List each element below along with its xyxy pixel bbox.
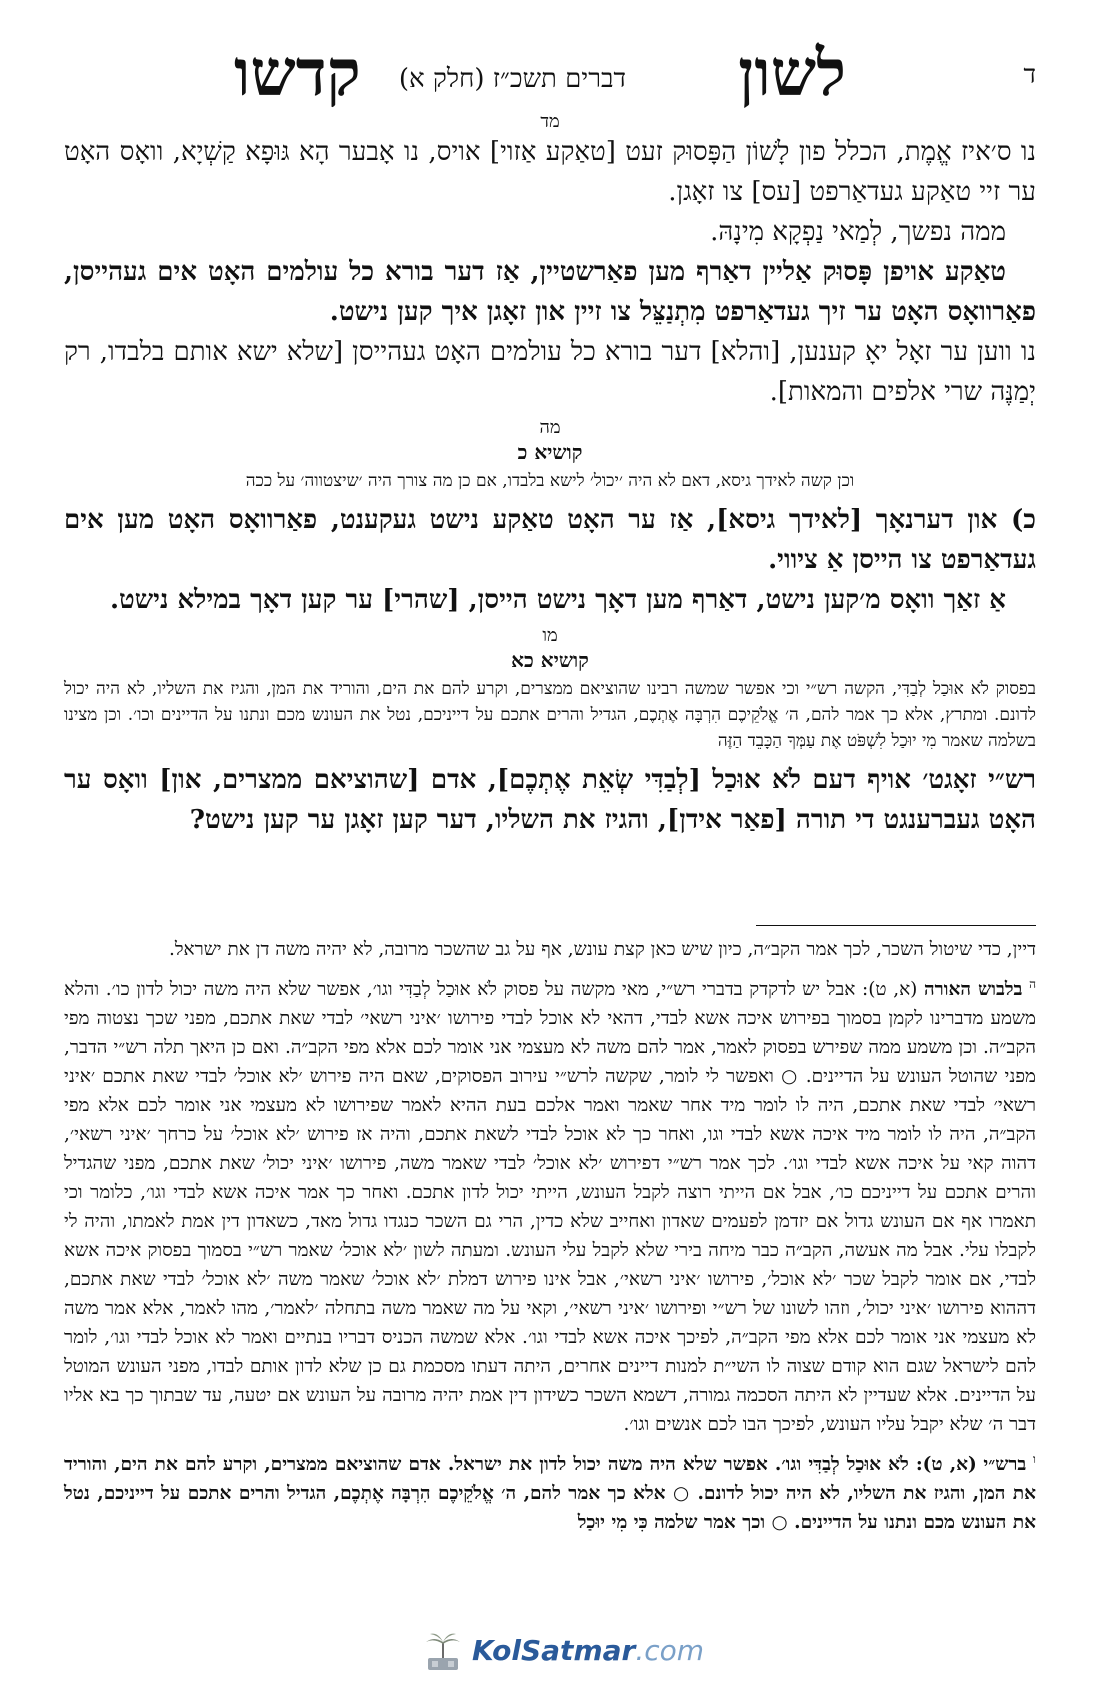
page (64, 0, 1036, 1700)
paragraph: נו ס׳איז אֱמֶת, הכלל פון לָשׁוֹן הַפָּסוּק זעט [טאַקע אַזוי] אויס, נו אָבער הָא גּוּפָא קַשְׁיָא, וואָס האָט ער זיי טאַקע געדאַרפט [עס] צו זאָגן. (64, 137, 1036, 207)
main-text (64, 112, 1036, 840)
palm-tree-icon (420, 1628, 466, 1674)
header-title-word-2: קדשו (234, 36, 361, 111)
footnote-text: (א, ט): לֹא אוּכַל לְבַדִּי וגו׳. אפשר שלא היה משה יכול לדון את ישראל. אדם שהוציאם ממצרים, וקרע להם את הים, והוריד את המן, והגיז את השליו, לא היה יכול לדונם. ○ אלא כך אמר להם, ה׳ אֱלֹקֵיכֶם הִרְבָּה אֶתְכֶם, הגדיל והרים אתכם על דייניכם, נטל את העונש מכם ונתנו על הדיינים. ○ וכך אמר שלמה כִּי מִי יוּכַל (64, 1454, 1036, 1534)
footnote-source: בלבוש האורה (924, 979, 1023, 1001)
watermark-text (472, 1634, 704, 1667)
footnote (64, 1445, 1036, 1537)
paragraph: רש״י זאָגט׳ אויף דעם לֹא אוּכַל [לְבַדִּי שְׂאֵת אֶתְכֶם], אדם [שהוציאם ממצרים, און] וואָס ער האָט געברענגט די תורה [פאַר אידן], והגיז את השליו, דער קען זאָגן ער קען נישט? (64, 765, 1036, 835)
footnote-source: ברש״י (983, 1454, 1027, 1476)
watermark-suffix: .com (635, 1634, 705, 1667)
header-subtitle: דברים תשכ״ז (חלק א) (398, 64, 626, 94)
footnote-mark: ה (1029, 977, 1036, 991)
watermark-logo (420, 1628, 705, 1674)
footnote-text: (א, ט): אבל יש לדקדק בדברי רש״י, מאי מקשה על פסוק לֹא אוּכַל לְבַדִּי וגו׳, אפשר שלא היה משה יכול לדון כו׳. והלא משמע מדברינו לקמן בסמוך בפירוש איכה אשא לבדי, דהאי לא אוכל לבדי פירושו ׳איני רשאי׳ לבדי שאת אתכם, מפני שכך נצטוה מפי הקב״ה. וכן משמע ממה שפירש בפסוק לאמר, אמר להם משה לא מעצמי אני אומר לכם אלא מפי הקב״ה. ואם כן היאך תלה רש״י הדבר, מפני שהוטל העונש על הדיינים. ○ ואפשר לי לומר, שקשה לרש״י עירוב הפסוקים, שאם היה פירוש ׳לא אוכל׳ לבדי שאת אתכם ׳איני רשאי׳ לבדי שאת אתכם, היה לו לומר מיד אחר שאמר ואמר אלכם בעת ההיא לאמר שפירושו לא מעצמי אני אומר לכם אלא מפי הקב״ה, היה לו לומר מיד איכה אשא לבדי וגו, ואחר כך לא אוכל לבדי לשאת אתכם, והיה אז פירוש ׳לא אוכל׳ על כרחך ׳איני רשאי׳, דהוה קאי על איכה אשא לבדי וגו׳. לכך אמר רש״י דפירוש ׳לא אוכל׳ לבדי שאמר משה, פירושו ׳איני יכול׳ שאת אתכם, מפני שהגדיל והרים אתכם על דייניכם כו׳, אבל אם הייתי רוצה לקבל העונש, הייתי יכול לדון אתכם. ואחר כך אמר איכה אשא לבדי וגו׳, כלומר וכי תאמרו אף אם העונש גדול אם יזדמן לפעמים שאדון ואחייב שלא כדין, הרי גם השכר כנגדו גדול מאד, כשאדון דין אמת לאמתו, והיה לי לקבלו עלי. אבל מה אעשה, הקב״ה כבר מיחה בירי שלא לקבל עלי העונש. ומעתה לשון ׳לא אוכל׳ שאמר רש״י בסמוך בפסוק איכה אשא לבדי, אם אומר לקבל שכר ׳לא אוכל׳, פירושו ׳איני רשאי׳, אבל אינו פירוש דמלת ׳לא אוכל׳ שאמר משה ׳לא אוכל׳ לבדי שאת אתכם, דההוא פירושו ׳איני יכול׳, וזהו לשונו של רש״י ופירושו ׳איני רשאי׳, וקאי על מה שאמר משה בתחלה ׳לאמר׳, מהו לאמר, אלא אמר משה לא מעצמי אני אומר לכם אלא מפי הקב״ה, לפיכך איכה אשא לבדי וגו׳. אלא שמשה הכניס דבריו בנתיים ואמר לא אוכל לבדי וגו׳, לומר להם לישראל שגם הוא קודם שצוה לו השי״ת למנות דיינים אחרים, היתה דעתו מסכמת גם כן שלא לדון אותם לבדו, מפני העונש המוטל על הדיינים. אלא שעדיין לא היתה הסכמה גמורה, דשמא השכר כשידון דין אמת יהיה מרובה על העונש אם יטעה, עד שבתוך כך בא אליו דבר ה׳ שלא יקבל עליו העונש, לפיכך הבו לכם אנשים וגו׳. (64, 979, 1036, 1436)
paragraph: נו ווען ער זאָל יאָ קענען, [והלא] דער בורא כל עולמים האָט געהייסן [שלא ישא אותם בלבדו, רק יְמַנֶּה שרי אלפים והמאות]. (64, 337, 1036, 407)
paragraph: ממה נפשך, לְמַאי נַפְקָא מִינָהּ. (710, 217, 1006, 247)
header-title-word-1: לשון (738, 36, 846, 111)
page-letter: ד (1023, 60, 1036, 90)
section-title: קושיא כא (511, 648, 589, 672)
footnote (64, 970, 1036, 1439)
section-number: מה (539, 417, 561, 438)
paragraph: כ) און דערנאָך [לאידך גיסא], אַז ער האָט טאַקע נישט געקענט, פאַרוואָס האָט מען אים געדאַרפט צו הייסן אַ ציווי. (64, 505, 1036, 575)
watermark-brand: KolSatmar (472, 1634, 636, 1667)
section-title: קושיא כ (517, 440, 583, 464)
section-number: מד (540, 111, 560, 132)
section-quote: וכן קשה לאידך גיסא, דאם לא היה ׳יכול׳ לישא בלבדו, אם כן מה צורך היה ׳שיצטווה׳ על ככה (245, 471, 855, 491)
footnote: דיין, כדי שיטול השכר, לכך אמר הקב״ה, כיון שיש כאן קצת עונש, אף על גב שהשכר מרובה, לא יהיה משה דן את ישראל. (168, 939, 1036, 960)
paragraph: אַ זאַך וואָס מ׳קען נישט, דאַרף מען דאָך נישט הייסן, [שהרי] ער קען דאָך במילא נישט. (109, 585, 1006, 615)
footnotes (64, 935, 1036, 1543)
footnote-mark: ו (1032, 1452, 1036, 1467)
section-quote: בפסוק לֹא אוּכַל לְבַדִּי, הקשה רש״י וכי אפשר שמשה רבינו שהוציאם ממצרים, וקרע להם את הים, והוריד את המן, והגיז את השליו, לא היה יכול לדונם. ומתרץ, אלא כך אמר להם, ה׳ אֱלֹקֵיכֶם הִרְבָּה אֶתְכֶם, הגדיל והרים אתכם על דייניכם, נטל את העונש מכם ונתנו על הדיינים וכו׳. וכן מצינו בשלמה שאמר מִי יוּכַל לִשְׁפֹּט אֶת עַמְּךָ הַכָּבֵד הַזֶּה (64, 679, 1036, 751)
page-header (64, 30, 1036, 110)
footnote-divider (756, 925, 1036, 926)
section-number: מו (542, 625, 558, 646)
paragraph: טאַקע אויפן פָּסוּק אַליין דאַרף מען פאַרשטיין, אַז דער בורא כל עולמים האָט אים געהייסן, פאַרוואָס האָט ער זיך געדאַרפט מִתְנַצֵּל צו זיין און זאָגן איך קען נישט. (64, 257, 1036, 327)
